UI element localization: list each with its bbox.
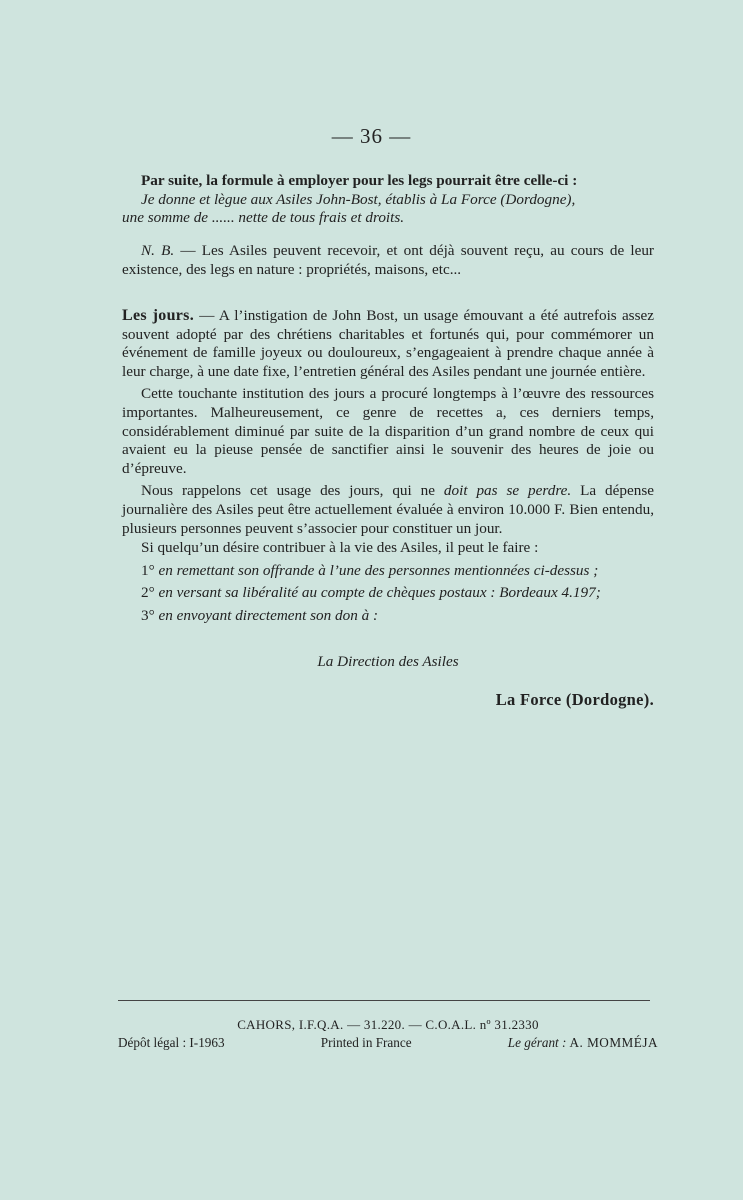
nb-paragraph bbox=[122, 242, 654, 279]
contribute-section bbox=[122, 539, 654, 625]
printed-in: Printed in France bbox=[320, 1035, 412, 1050]
page-number: — 36 — bbox=[331, 124, 412, 148]
colophon-line1: CAHORS, I.F.Q.A. — 31.220. — C.O.A.L. nº 31.2330 bbox=[237, 1017, 539, 1032]
jours-section bbox=[122, 307, 654, 538]
contribute-item-1: 1° en remettant son offrande à l’une des personnes mentionnées ci-dessus ; bbox=[141, 561, 599, 579]
signature-direction: La Direction des Asiles bbox=[317, 653, 459, 670]
legs-formula-line2: une somme de ...... nette de tous frais et droits. bbox=[122, 209, 405, 227]
jours-heading: Les jours. bbox=[122, 307, 194, 324]
legs-formula-line1: Je donne et lègue aux Asiles John-Bost, établis à La Force (Dordogne), bbox=[141, 190, 576, 208]
jours-para3: Nous rappelons cet usage des jours, qui ne doit pas se perdre. La dépense journalière des Asiles peut être actuellement évaluée à environ 10.000 F. Bien entendu, plusieurs personnes peuvent s’associer pour constituer un jour. bbox=[122, 482, 654, 537]
gerant: Le gérant : A. MOMMÉJA bbox=[507, 1035, 658, 1050]
jours-para2: Cette touchante institution des jours a procuré longtemps à l’œuvre des ressources importantes. Malheureusement, ce genre de recettes a, ces derniers temps, considérablement diminué par suite de la disparition d’un grand nombre de ceux qui avaient eu la pieuse pensée de sanctifier ainsi le souvenir des heures de joie ou d’épreuve. bbox=[122, 385, 654, 477]
contribute-item-3: 3° en envoyant directement son don à : bbox=[141, 606, 379, 624]
jours-para1: — A l’instigation de John Bost, un usage émouvant a été autrefois assez souvent adopté par des chrétiens charitables et fortunés qui, pour commémorer un événement de famille joyeux ou douloureux, s’engageaient à prendre chaque année à leur charge, à une date fixe, l’entretien général des Asiles pendant une journée entière. bbox=[122, 307, 654, 380]
signature-place: La Force (Dordogne). bbox=[495, 690, 654, 709]
legs-section bbox=[122, 172, 654, 228]
legs-intro: Par suite, la formule à employer pour les legs pourrait être celle-ci : bbox=[141, 172, 578, 189]
colophon-line2 bbox=[118, 1035, 658, 1051]
depot-legal: Dépôt légal : I-1963 bbox=[118, 1035, 225, 1050]
nb-label: N. B. bbox=[141, 242, 175, 259]
contribute-item-2: 2° en versant sa libéralité au compte de chèques postaux : Bordeaux 4.197; bbox=[141, 584, 601, 602]
contribute-intro: Si quelqu’un désire contribuer à la vie des Asiles, il peut le faire : bbox=[141, 539, 539, 556]
footer-rule bbox=[118, 1000, 650, 1001]
nb-text: — Les Asiles peuvent recevoir, et ont déjà souvent reçu, au cours de leur existence, des legs en nature : propriétés, maisons, etc... bbox=[122, 242, 654, 278]
